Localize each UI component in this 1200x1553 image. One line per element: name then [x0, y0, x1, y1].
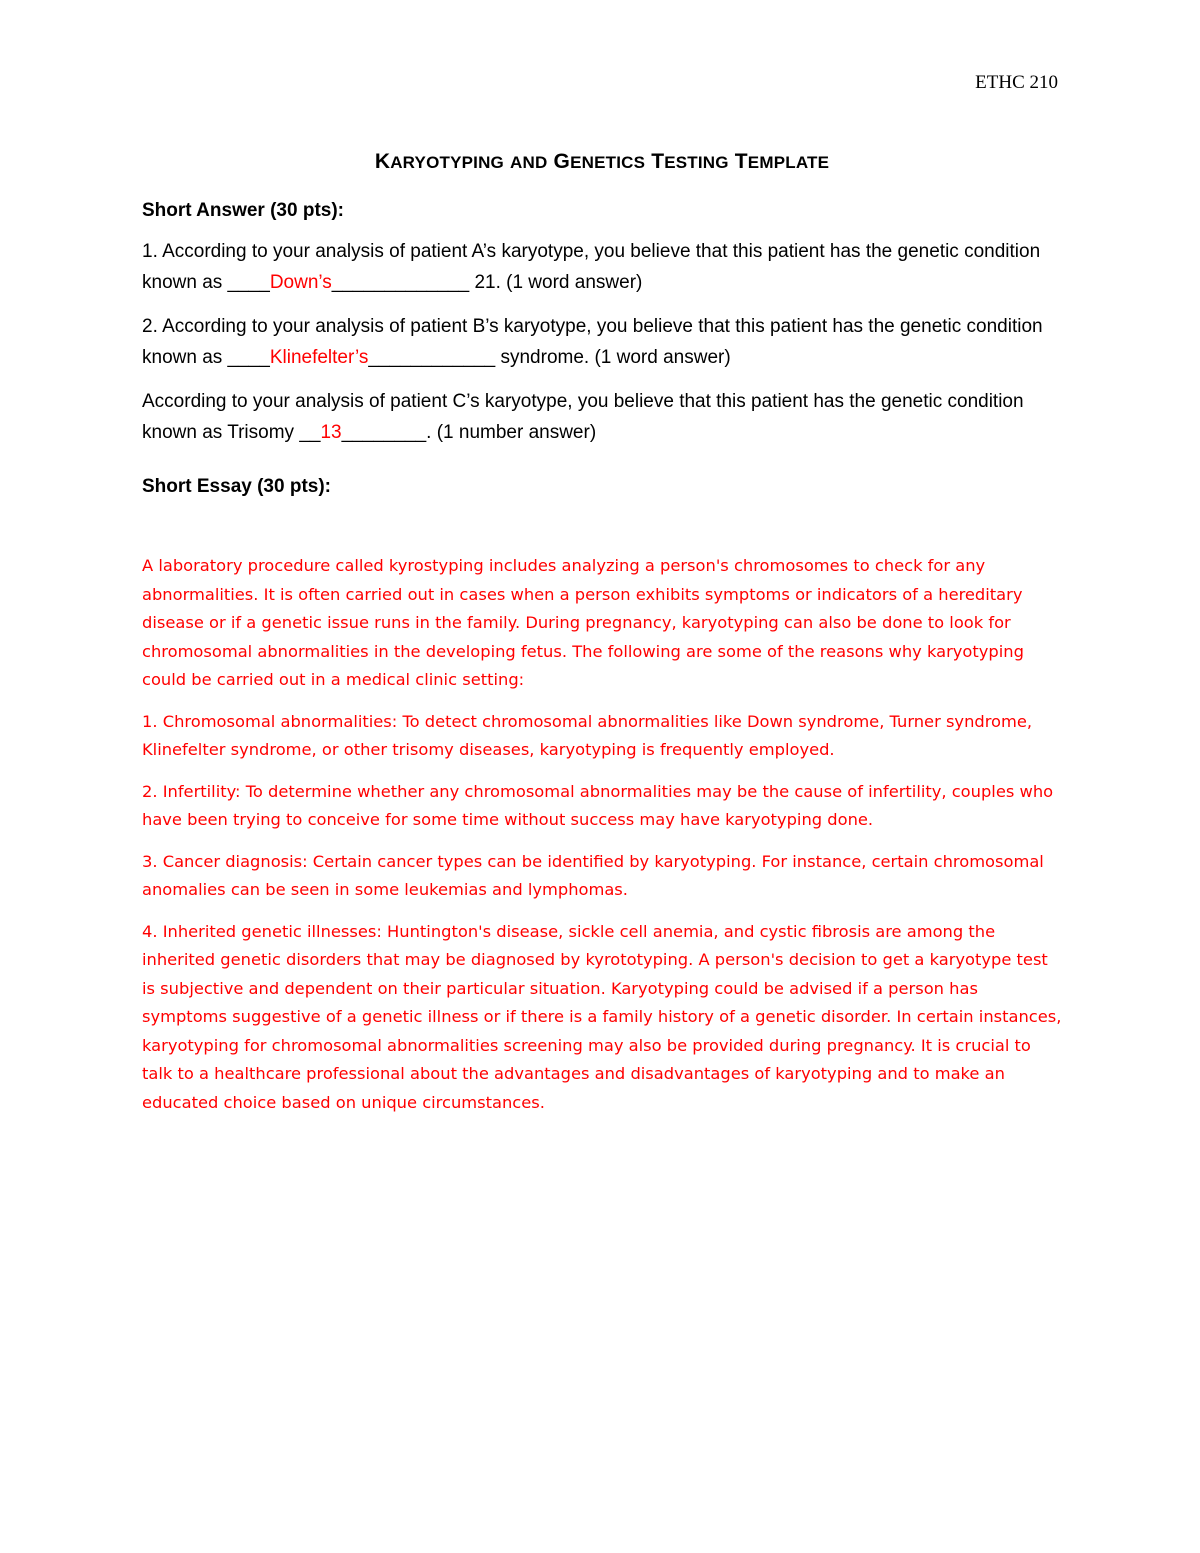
question-1-text: 1. According to your analysis of patient A’s karyotype, you believe that this patient has the genetic condition known as ____ — [142, 241, 1041, 293]
title-cap: T — [651, 150, 665, 173]
essay-body — [142, 552, 1062, 1117]
question-2-tail: ____________ syndrome. (1 word answer) — [368, 347, 731, 368]
essay-paragraph: 4. Inherited genetic illnesses: Huntington's disease, sickle cell anemia, and cystic fibrosis are among the inherited genetic disorders that may be diagnosed by kyrototyping. A person's decision to get a karyotype test is subjective and dependent on their particular situation. Karyotyping could be advised if a person has symptoms suggestive of a genetic illness or if there is a family history of a genetic disorder. In certain instances, karyotyping for chromosomal abnormalities screening may also be provided during pregnancy. It is crucial to talk to a healthcare professional about the advantages and disadvantages of karyotyping and to make an educated choice based on unique circumstances. — [142, 921, 1062, 1112]
question-1 — [142, 236, 1062, 298]
question-1-tail: _____________ 21. (1 word answer) — [331, 272, 643, 293]
short-answer-heading: Short Answer (30 pts): — [142, 200, 344, 221]
question-2 — [142, 311, 1062, 373]
question-2-text: 2. According to your analysis of patient B’s karyotype, you believe that this patient has the genetic condition known as ____ — [142, 316, 1043, 368]
question-3-answer: 13 — [320, 422, 342, 443]
question-3 — [142, 386, 1062, 448]
title-cap: K — [374, 150, 391, 173]
title-rest: EMPLATE — [747, 153, 830, 172]
essay-paragraph: 2. Infertility: To determine whether any chromosomal abnormalities may be the cause of infertility, couples who have been trying to conceive for some time without success may have karyotyping done. — [142, 781, 1054, 829]
title-cap: T — [734, 150, 748, 173]
title-rest: ARYOTYPING — [390, 153, 504, 172]
title-cap: G — [553, 150, 571, 173]
question-2-answer: Klinefelter’s — [269, 347, 369, 368]
question-3-text: According to your analysis of patient C’s karyotype, you believe that this patient has the genetic condition known as Trisomy __ — [142, 391, 1024, 443]
essay-paragraph: A laboratory procedure called kyrostyping includes analyzing a person's chromosomes to check for any abnormalities. It is often carried out in cases when a person exhibits symptoms or indicators of a hereditary disease or if a genetic issue runs in the family. During pregnancy, karyotyping can also be done to look for chromosomal abnormalities in the developing fetus. The following are some of the reasons why karyotyping could be carried out in a medical clinic setting: — [142, 556, 1024, 689]
essay-paragraph: 3. Cancer diagnosis: Certain cancer types can be identified by karyotyping. For instance, certain chromosomal anomalies can be seen in some leukemias and lymphomas. — [142, 851, 1044, 899]
essay-paragraph: 1. Chromosomal abnormalities: To detect chromosomal abnormalities like Down syndrome, Turner syndrome, Klinefelter syndrome, or other trisomy diseases, karyotyping is frequently employed. — [142, 711, 1033, 759]
short-essay-heading: Short Essay (30 pts): — [142, 476, 331, 497]
document-body — [142, 150, 1062, 1130]
course-code: ETHC 210 — [975, 72, 1058, 93]
title-rest: ESTING — [664, 153, 729, 172]
question-1-answer: Down’s — [269, 272, 332, 293]
title-rest: ENETICS — [570, 153, 646, 172]
question-3-tail: ________. (1 number answer) — [341, 422, 597, 443]
document-title — [142, 150, 1062, 174]
title-word: AND — [510, 153, 548, 172]
